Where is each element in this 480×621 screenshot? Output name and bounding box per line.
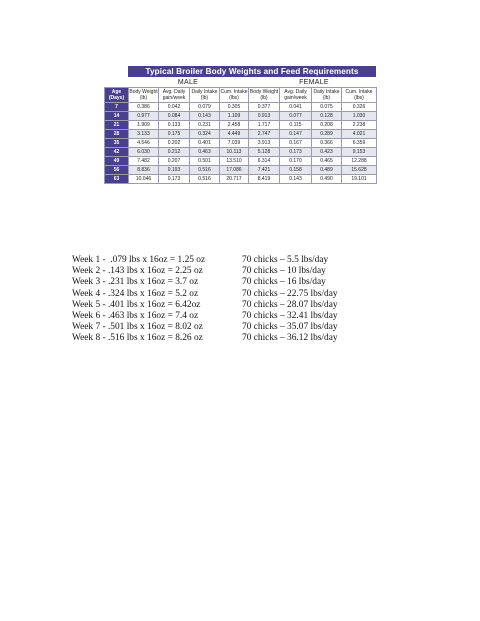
value-cell: 0.079 (190, 103, 220, 112)
chick-calc-line: 70 chicks – 32.41 lbs/day (242, 311, 338, 322)
age-cell: 21 (105, 121, 129, 130)
value-cell: 2.458 (220, 121, 249, 130)
feed-requirements-table (104, 63, 380, 182)
week-calc-line: Week 1 - .079 lbs x 16oz = 1.25 oz (72, 255, 206, 265)
weekly-intake-list (72, 255, 205, 345)
age-cell: 56 (105, 166, 129, 175)
value-cell: 4.546 (129, 139, 159, 148)
value-cell: 20.717 (220, 175, 249, 184)
value-cell: 0.115 (280, 121, 312, 130)
table-row (105, 157, 377, 166)
value-cell: 0.366 (312, 139, 342, 148)
table-title: Typical Broiler Body Weights and Feed Requirements (128, 66, 376, 77)
value-cell: 0.489 (312, 166, 342, 175)
week-calc-line: Week 7 - .501 lbs x 16oz = 8.02 oz (72, 322, 203, 333)
value-cell: 2.747 (249, 130, 280, 139)
table-row (105, 166, 377, 175)
value-cell: 5.128 (249, 148, 280, 157)
header-cell: Avg. Daily gain/week (280, 88, 312, 103)
age-cell: 7 (105, 103, 129, 112)
value-cell: 0.490 (312, 175, 342, 184)
value-cell: 0.463 (190, 148, 220, 157)
value-cell: 2.238 (342, 121, 377, 130)
value-cell: 17.086 (220, 166, 249, 175)
value-cell: 0.147 (280, 130, 312, 139)
value-cell: 8.836 (129, 166, 159, 175)
value-cell: 1.030 (342, 112, 377, 121)
value-cell: 3.133 (129, 130, 159, 139)
value-cell: 3.913 (249, 139, 280, 148)
value-cell: 0.167 (280, 139, 312, 148)
value-cell: 0.377 (249, 103, 280, 112)
chick-calc-line: 70 chicks – 16 lbs/day (242, 277, 326, 288)
value-cell: 0.193 (159, 166, 190, 175)
chick-calc-line: 70 chicks – 22.75 lbs/day (242, 288, 338, 299)
value-cell: 0.075 (312, 103, 342, 112)
flock-intake-list (242, 255, 338, 345)
table-row (105, 121, 377, 130)
value-cell: 6.314 (249, 157, 280, 166)
value-cell: 0.516 (190, 166, 220, 175)
value-cell: 1.109 (220, 112, 249, 121)
value-cell: 0.977 (129, 112, 159, 121)
value-cell: 0.133 (159, 121, 190, 130)
age-cell: 14 (105, 112, 129, 121)
value-cell: 0.173 (280, 148, 312, 157)
value-cell: 7.039 (220, 139, 249, 148)
table-row (105, 175, 377, 184)
age-cell: 35 (105, 139, 129, 148)
header-cell: Daily Intake (lb) (191, 89, 218, 101)
value-cell: 10.113 (220, 148, 249, 157)
header-cell: Daily Intake (lb) (313, 89, 340, 101)
value-cell: 8.419 (249, 175, 280, 184)
table-row (105, 148, 377, 157)
value-cell: 0.501 (190, 157, 220, 166)
value-cell: 0.465 (312, 157, 342, 166)
value-cell: 0.170 (280, 157, 312, 166)
week-calc-line: Week 8 - .516 lbs x 16oz = 8.26 oz (72, 333, 203, 344)
value-cell: 0.401 (190, 139, 220, 148)
value-cell: 0.175 (159, 130, 190, 139)
value-cell: 0.041 (280, 103, 312, 112)
value-cell: 13.510 (220, 157, 249, 166)
value-cell: 0.042 (159, 103, 190, 112)
group-female: FEMALE (299, 79, 329, 86)
value-cell: 7.421 (249, 166, 280, 175)
header-cell: Avg. Daily gain/week (159, 88, 190, 103)
group-male: MALE (177, 79, 199, 86)
value-cell: 15.628 (342, 166, 377, 175)
header-age: Age (Days) (105, 88, 129, 103)
week-calc-line: Week 2 - .143 lbs x 16oz = 2.25 oz (72, 266, 203, 277)
age-cell: 63 (105, 175, 129, 184)
table-row (105, 130, 377, 139)
value-cell: 0.084 (159, 112, 190, 121)
value-cell: 0.913 (249, 112, 280, 121)
value-cell: 19.101 (342, 175, 377, 184)
header-cell: Body Weight (lb) (249, 89, 279, 101)
value-cell: 6.030 (129, 148, 159, 157)
week-calc-line: Week 3 - .231 lbs x 16oz = 3.7 oz (72, 277, 199, 288)
age-cell: 42 (105, 148, 129, 157)
value-cell: 12.288 (342, 157, 377, 166)
week-calc-line: Week 5 - .401 lbs x 16oz = 6.42oz (72, 299, 201, 310)
chick-calc-line: 70 chicks – 35.07 lbs/day (242, 322, 338, 333)
value-cell: 0.516 (190, 175, 220, 184)
week-calc-line: Week 6 - .463 lbs x 16oz = 7.4 oz (72, 311, 199, 322)
value-cell: 4.449 (220, 130, 249, 139)
column-header-row (105, 88, 377, 103)
value-cell: 0.143 (190, 112, 220, 121)
value-cell: 0.202 (159, 139, 190, 148)
chick-calc-line: 70 chicks – 36.12 lbs/day (242, 333, 338, 344)
value-cell: 1.909 (129, 121, 159, 130)
value-cell: 0.208 (312, 121, 342, 130)
chick-calc-line: 70 chicks – 10 lbs/day (242, 266, 326, 277)
age-cell: 28 (105, 130, 129, 139)
header-cell: Body Weight (lb) (129, 89, 158, 101)
value-cell: 10.046 (129, 175, 159, 184)
value-cell: 0.173 (159, 175, 190, 184)
value-cell: 4.021 (342, 130, 377, 139)
table-row (105, 112, 377, 121)
value-cell: 1.717 (249, 121, 280, 130)
value-cell: 6.359 (342, 139, 377, 148)
week-calc-line: Week 4 - .324 lbs x 16oz = 5.2 oz (72, 288, 199, 299)
header-cell: Cum. Intake (lbs) (342, 88, 377, 103)
chick-calc-line: 70 chicks – 5.5 lbs/day (242, 255, 329, 265)
value-cell: 0.158 (280, 166, 312, 175)
table-row (105, 103, 377, 112)
age-cell: 49 (105, 157, 129, 166)
value-cell: 9.153 (342, 148, 377, 157)
value-cell: 0.207 (159, 157, 190, 166)
value-cell: 0.326 (342, 103, 377, 112)
value-cell: 0.423 (312, 148, 342, 157)
value-cell: 0.305 (220, 103, 249, 112)
chick-calc-line: 70 chicks – 28.07 lbs/day (242, 299, 338, 310)
value-cell: 0.212 (159, 148, 190, 157)
value-cell: 0.077 (280, 112, 312, 121)
value-cell: 0.386 (129, 103, 159, 112)
value-cell: 0.324 (190, 130, 220, 139)
value-cell: 0.143 (280, 175, 312, 184)
value-cell: 0.128 (312, 112, 342, 121)
header-cell: Cum. Intake (lbs) (220, 89, 248, 101)
table-row (105, 139, 377, 148)
value-cell: 7.482 (129, 157, 159, 166)
value-cell: 0.231 (190, 121, 220, 130)
value-cell: 0.289 (312, 130, 342, 139)
data-grid (104, 87, 377, 184)
group-header-row (128, 78, 376, 87)
